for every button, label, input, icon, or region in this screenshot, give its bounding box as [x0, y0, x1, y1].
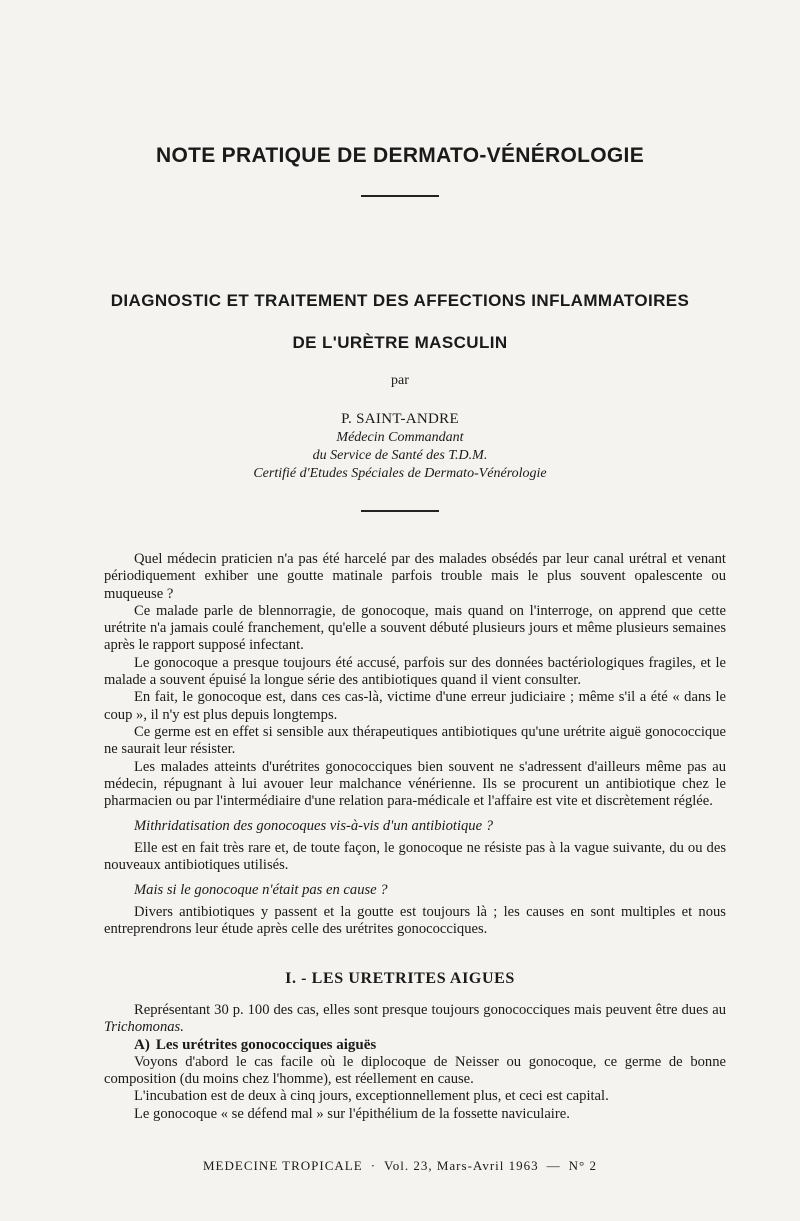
body-paragraph: L'incubation est de deux à cinq jours, exceptionnellement plus, et ceci est capital. [134, 1088, 609, 1105]
body-paragraph: Elle est en fait très rare et, de toute façon, le gonocoque ne résiste pas à la vague suivante, du ou des nouveaux antibiotiques utilisés. [104, 839, 726, 874]
subsection-title: Les urétrites gonococciques aiguës [155, 1036, 377, 1053]
author-name: P. SAINT-ANDRE [341, 411, 459, 427]
author-affiliation-3: Certifié d'Etudes Spéciales de Dermato-Vénérologie [253, 466, 547, 481]
journal-section-heading: NOTE PRATIQUE DE DERMATO-VÉNÉROLOGIE [156, 144, 644, 167]
subsection-tag: A) [134, 1036, 150, 1053]
page-footer [0, 1158, 800, 1174]
article-title-line-2: DE L'URÈTRE MASCULIN [292, 333, 508, 352]
body-paragraph: Le gonocoque a presque toujours été accusé, parfois sur des données bactériologiques fragiles, et le malade a souvent épuisé la longue série des antibiotiques quand il vient consulter. [104, 654, 726, 689]
divider-rule [361, 195, 439, 197]
section-body [104, 1002, 726, 1123]
section-heading: I. - LES URETRITES AIGUES [285, 970, 515, 987]
body-paragraph: Les malades atteints d'urétrites gonococciques bien souvent ne s'adressent d'ailleurs même pas au médecin, répugnant à lui avouer leur malchance vénérienne. Ils se procurent un antibiotique chez le pharmacien ou par l'intermédiaire d'une relation para-médicale et l'affaire est vite et discrètement réglée. [104, 758, 726, 810]
body-paragraph: Quel médecin praticien n'a pas été harcelé par des malades obsédés par leur canal urétral et venant périodiquement exhiber une goutte matinale parfois trouble mais le plus souvent opalescente ou muqueuse ? [104, 551, 726, 602]
body-paragraph: Ce malade parle de blennorragie, de gonocoque, mais quand on l'interroge, on apprend que cette urétrite n'a jamais coulé franchement, qu'elle a souvent débuté plusieurs jours et même plusieurs semaines après le rapport supposé infectant. [104, 602, 726, 654]
footer-separator: · [370, 1158, 377, 1173]
body-paragraph: Divers antibiotiques y passent et la goutte est toujours là ; les causes en sont multiples et nous entreprendrons leur étude après celle des urétrites gonococciques. [104, 903, 726, 937]
italic-question: Mithridatisation des gonocoques vis-à-vis d'un antibiotique ? [134, 818, 494, 835]
article-body [104, 551, 726, 938]
divider-rule [361, 510, 439, 512]
body-text-span: Représentant 30 p. 100 des cas, elles sont presque toujours gonococciques mais peuvent être dues au [134, 1002, 726, 1018]
body-paragraph [104, 1002, 726, 1037]
footer-number: N° 2 [568, 1158, 597, 1173]
subsection-heading [104, 1037, 726, 1054]
body-paragraph: Le gonocoque « se défend mal » sur l'épithélium de la fossette naviculaire. [134, 1105, 570, 1122]
article-title-line-1: DIAGNOSTIC ET TRAITEMENT DES AFFECTIONS INFLAMMATOIRES [110, 291, 690, 310]
italic-term: Trichomonas. [104, 1019, 184, 1036]
author-affiliation-2: du Service de Santé des T.D.M. [312, 448, 488, 463]
body-paragraph: Voyons d'abord le cas facile où le diplocoque de Neisser ou gonocoque, ce germe de bonne composition (du moins chez l'homme), est réellement en cause. [104, 1053, 726, 1088]
italic-question: Mais si le gonocoque n'était pas en cause ? [134, 882, 388, 899]
body-paragraph: En fait, le gonocoque est, dans ces cas-là, victime d'une erreur judiciaire ; même s'il a été « dans le coup », il n'y est plus depuis longtemps. [104, 689, 726, 723]
footer-dash: — [546, 1158, 561, 1173]
footer-journal: MEDECINE TROPICALE [203, 1158, 363, 1173]
author-affiliation-1: Médecin Commandant [336, 430, 464, 445]
footer-volume: Vol. 23, Mars-Avril 1963 [384, 1158, 539, 1173]
byline-par: par [391, 373, 409, 388]
body-paragraph: Ce germe est en effet si sensible aux thérapeutiques antibiotiques qu'une urétrite aiguë gonococcique ne saurait leur résister. [104, 723, 726, 758]
